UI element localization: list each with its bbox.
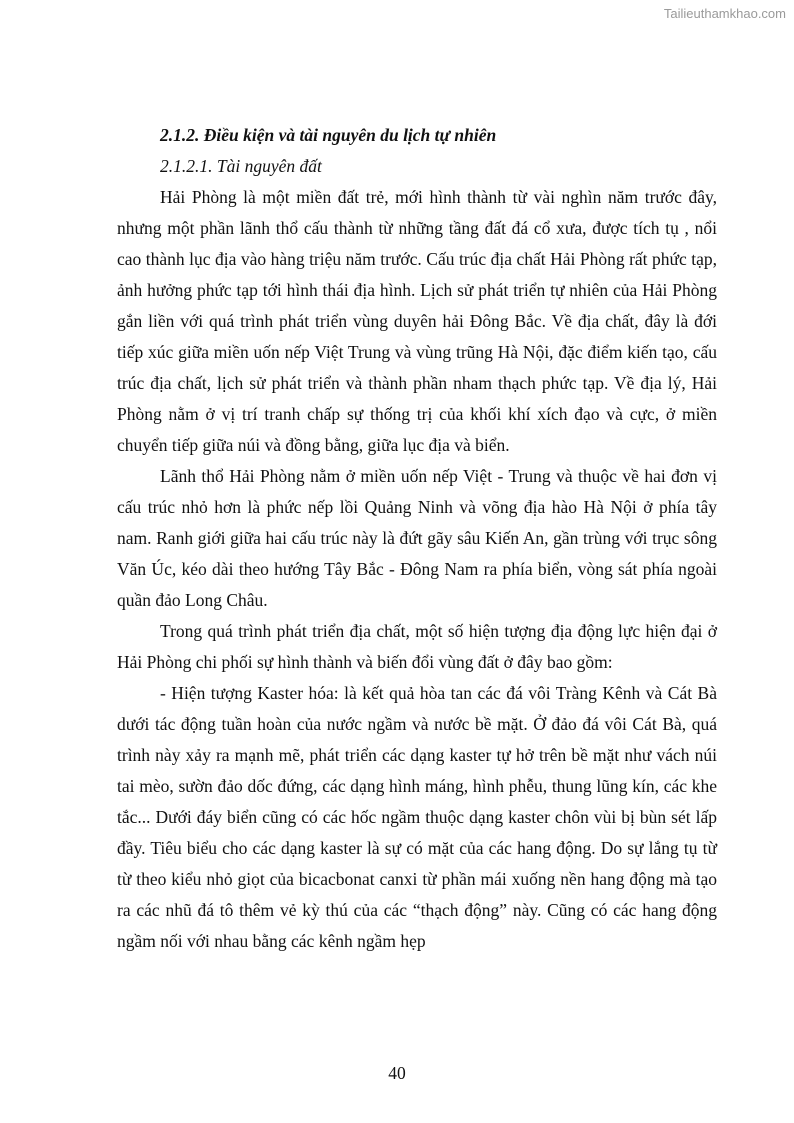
page-number: 40 <box>388 1063 406 1083</box>
subsection-heading: 2.1.2.1. Tài nguyên đất <box>160 156 322 176</box>
paragraph: Lãnh thổ Hải Phòng nằm ở miền uốn nếp Việt - Trung và thuộc về hai đơn vị cấu trúc nhỏ hơn là phức nếp lồi Quảng Ninh và võng địa hào Hà Nội ở phía tây nam. Ranh giới giữa hai cấu trúc này là đứt gãy sâu Kiến An, gần trùng với trục sông Văn Úc, kéo dài theo hướng Tây Bắc - Đông Nam ra phía biển, vòng sát phía ngoài quần đảo Long Châu. <box>117 466 717 610</box>
section-heading: 2.1.2. Điều kiện và tài nguyên du lịch tự nhiên <box>160 125 497 145</box>
paragraph: - Hiện tượng Kaster hóa: là kết quả hòa tan các đá vôi Tràng Kênh và Cát Bà dưới tác động tuần hoàn của nước ngầm và nước bề mặt. Ở đảo đá vôi Cát Bà, quá trình này xảy ra mạnh mẽ, phát triển các dạng kaster tự hở trên bề mặt như vách núi tai mèo, sườn đảo dốc đứng, các dạng hình máng, hình phễu, thung lũng kín, các khe tắc... Dưới đáy biển cũng có các hốc ngầm thuộc dạng kaster chôn vùi bị bùn sét lấp đầy. Tiêu biểu cho các dạng kaster là sự có mặt của các hang động. Do sự lắng tụ từ từ theo kiểu nhỏ giọt của bicacbonat canxi từ phần mái xuống nền hang động mà tạo ra các nhũ đá tô thêm vẻ kỳ thú của các “thạch động” này. Cũng có các hang động ngầm nối với nhau bằng các kênh ngầm hẹp <box>117 683 717 951</box>
watermark: Tailieuthamkhao.com <box>663 6 786 21</box>
document-body <box>117 120 717 957</box>
paragraph: Hải Phòng là một miền đất trẻ, mới hình thành từ vài nghìn năm trước đây, nhưng một phần lãnh thổ cấu thành từ những tầng đất đá cổ xưa, được tích tụ , nổi cao thành lục địa vào hàng triệu năm trước. Cấu trúc địa chất Hải Phòng rất phức tạp, ảnh hưởng phức tạp tới hình thái địa hình. Lịch sử phát triển tự nhiên của Hải Phòng gắn liền với quá trình phát triển vùng duyên hải Đông Bắc. Về địa chất, đây là đới tiếp xúc giữa miền uốn nếp Việt Trung và vùng trũng Hà Nội, đặc điểm kiến tạo, cấu trúc địa chất, lịch sử phát triển và thành phần nham thạch phức tạp. Về địa lý, Hải Phòng nằm ở vị trí tranh chấp sự thống trị của khối khí xích đạo và cực, ở miền chuyển tiếp giữa núi và đồng bằng, giữa lục địa và biển. <box>117 187 717 455</box>
paragraph: Trong quá trình phát triển địa chất, một số hiện tượng địa động lực hiện đại ở Hải Phòng chi phối sự hình thành và biến đổi vùng đất ở đây bao gồm: <box>117 621 717 672</box>
